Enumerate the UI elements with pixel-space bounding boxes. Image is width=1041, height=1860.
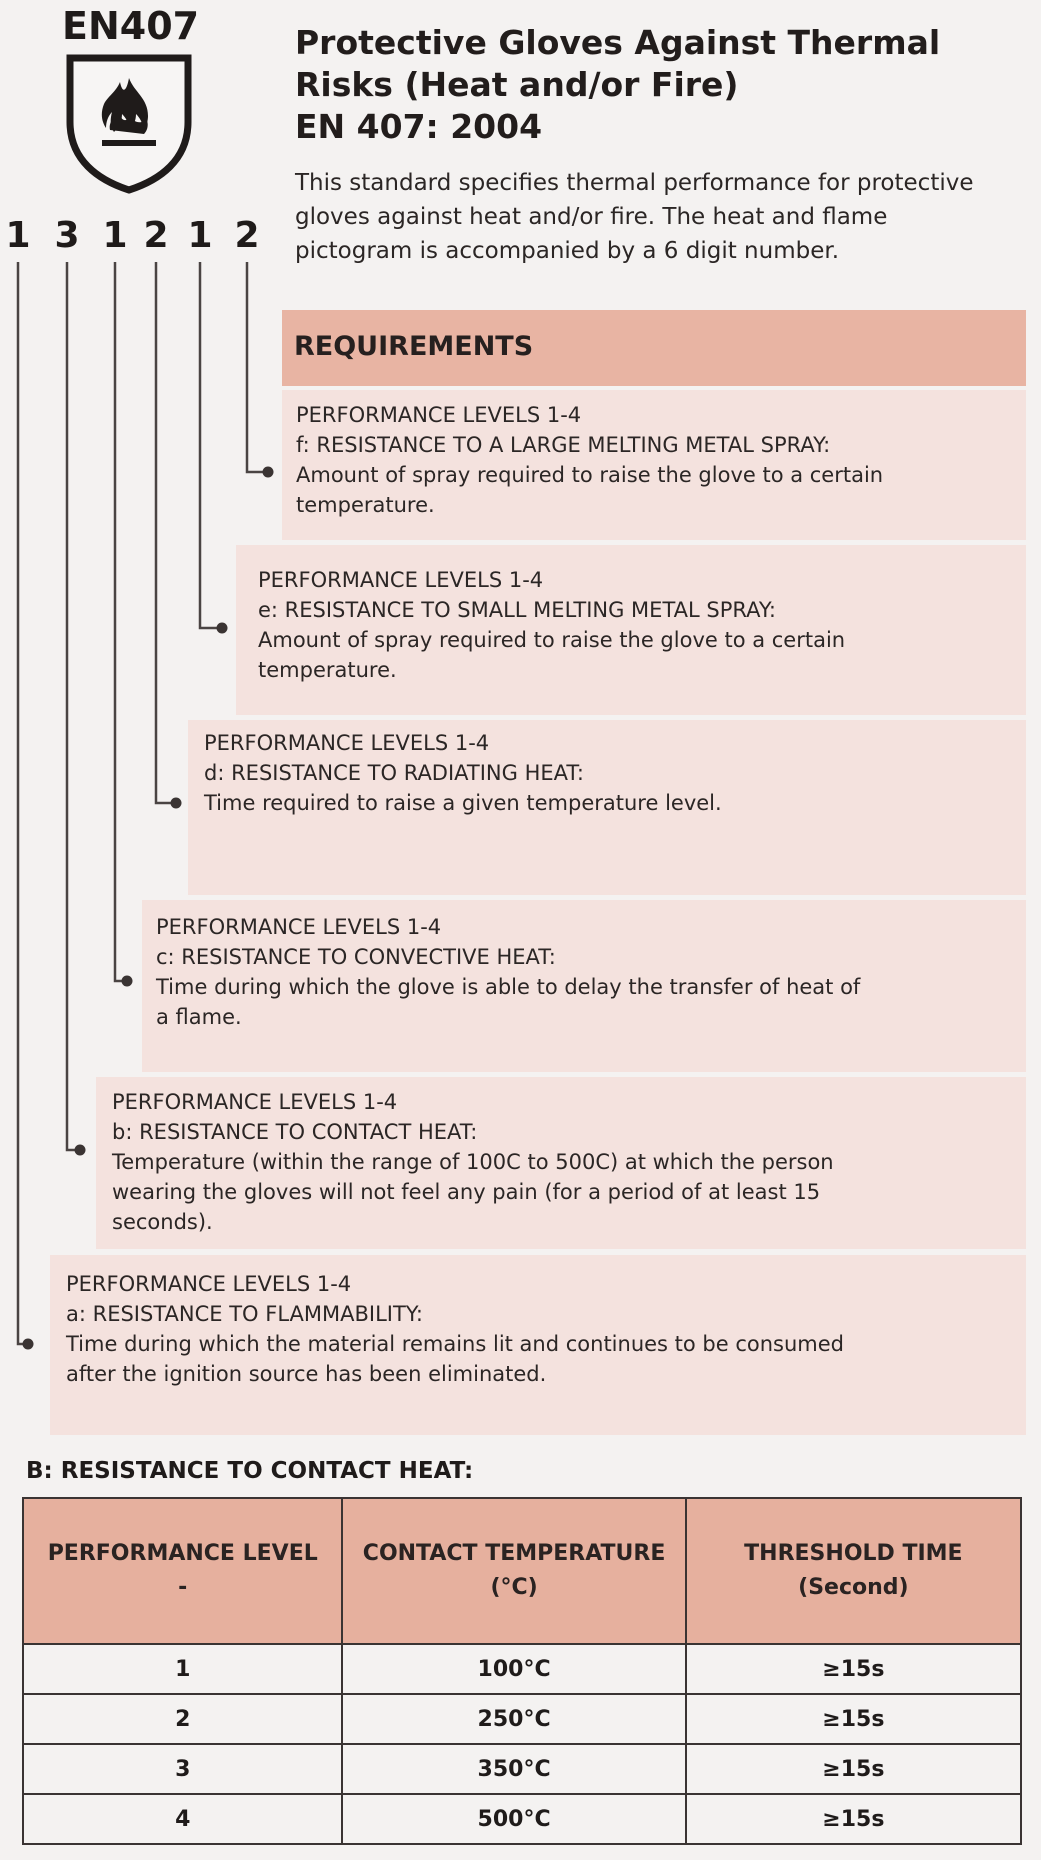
cell-time: ≥15s	[686, 1744, 1021, 1794]
requirement-a: PERFORMANCE LEVELS 1-4 a: RESISTANCE TO FLAMMABILITY: Time during which the material remains lit and continues to be consumed after the ignition source has been eliminated.	[50, 1255, 1026, 1435]
requirement-e: PERFORMANCE LEVELS 1-4 e: RESISTANCE TO SMALL MELTING METAL SPRAY: Amount of spray required to raise the glove to a certain temperature.	[236, 545, 1026, 715]
requirements-header: REQUIREMENTS	[282, 310, 1026, 386]
cell-time: ≥15s	[686, 1694, 1021, 1744]
header-performance-level: PERFORMANCE LEVEL -	[23, 1498, 342, 1644]
cell-level: 4	[23, 1794, 342, 1844]
table-row	[23, 1644, 1021, 1694]
digit-d: 2	[143, 215, 169, 256]
cell-level: 2	[23, 1694, 342, 1744]
table-title: B: RESISTANCE TO CONTACT HEAT:	[26, 1458, 474, 1484]
contact-heat-table	[22, 1497, 1022, 1845]
digit-c: 1	[102, 215, 128, 256]
cell-level: 1	[23, 1644, 342, 1694]
table-header-row	[23, 1498, 1021, 1644]
cell-time: ≥15s	[686, 1794, 1021, 1844]
digit-a: 1	[5, 215, 31, 256]
standard-label: EN407	[62, 4, 200, 48]
code-digits	[0, 215, 270, 259]
table-row	[23, 1794, 1021, 1844]
header-contact-temperature: CONTACT TEMPERATURE (°C)	[342, 1498, 685, 1644]
cell-time: ≥15s	[686, 1644, 1021, 1694]
digit-e: 1	[187, 215, 213, 256]
header-threshold-time: THRESHOLD TIME (Second)	[686, 1498, 1021, 1644]
requirement-f: PERFORMANCE LEVELS 1-4 f: RESISTANCE TO A LARGE MELTING METAL SPRAY: Amount of spray required to raise the glove to a certain temperature.	[282, 390, 1026, 540]
digit-b: 3	[54, 215, 80, 256]
page-title: Protective Gloves Against Thermal Risks (Heat and/or Fire) EN 407: 2004	[295, 23, 941, 146]
cell-level: 3	[23, 1744, 342, 1794]
intro-paragraph: This standard specifies thermal performance for protective gloves against heat and/or fire. The heat and flame pictogram is accompanied by a 6 digit number.	[295, 170, 974, 264]
flame-shield-icon	[64, 52, 194, 194]
cell-temperature: 500°C	[342, 1794, 685, 1844]
table-row	[23, 1694, 1021, 1744]
requirement-b: PERFORMANCE LEVELS 1-4 b: RESISTANCE TO CONTACT HEAT: Temperature (within the range of 100C to 500C) at which the person wearing the gloves will not feel any pain (for a period of at least 15 seconds).	[96, 1077, 1026, 1249]
requirement-c: PERFORMANCE LEVELS 1-4 c: RESISTANCE TO CONVECTIVE HEAT: Time during which the glove is able to delay the transfer of heat of a flame.	[142, 900, 1026, 1072]
cell-temperature: 250°C	[342, 1694, 685, 1744]
requirement-d: PERFORMANCE LEVELS 1-4 d: RESISTANCE TO RADIATING HEAT: Time required to raise a given temperature level.	[188, 720, 1026, 895]
cell-temperature: 350°C	[342, 1744, 685, 1794]
table-row	[23, 1744, 1021, 1794]
cell-temperature: 100°C	[342, 1644, 685, 1694]
digit-f: 2	[234, 215, 260, 256]
